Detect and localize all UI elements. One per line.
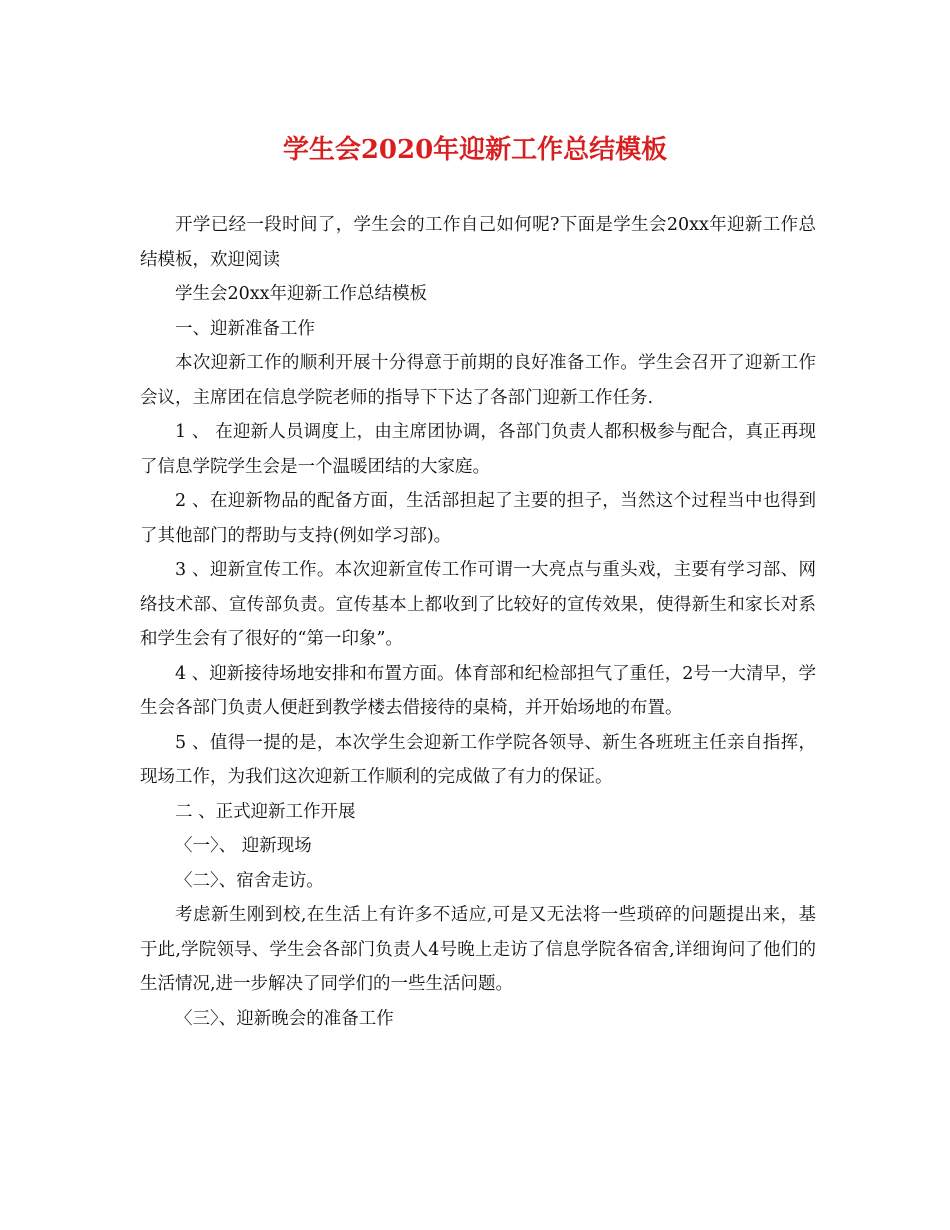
section-heading-1: 一、迎新准备工作 <box>175 318 315 339</box>
list-item-3: 3 、迎新宣传工作。本次迎新宣传工作可谓一大亮点与重头戏，主要有学习部、网络技术部、宣传部负责。宣传基本上都收到了比较好的宣传效果，使得新生和家长对系和学生会有了很好的“第一印象”。 <box>140 560 816 649</box>
section-heading-2: 二 、正式迎新工作开展 <box>175 801 356 822</box>
subsection-heading-2: 〈二〉、宿舍走访。 <box>175 870 324 891</box>
paragraph-intro: 开学已经一段时间了，学生会的工作自己如何呢?下面是学生会20xx年迎新工作总结模板，欢迎阅读 <box>140 215 816 270</box>
list-item-5: 5 、值得一提的是，本次学生会迎新工作学院各领导、新生各班班主任亲自指挥，现场工作，为我们这次迎新工作顺利的完成做了有力的保证。 <box>140 732 816 787</box>
subsection-heading-1: 〈一〉、 迎新现场 <box>175 836 312 856</box>
list-item-1: 1 、 在迎新人员调度上，由主席团协调，各部门负责人都积极参与配合，真正再现了信息学院学生会是一个温暖团结的大家庭。 <box>140 422 816 477</box>
document-body <box>140 208 816 1036</box>
paragraph: 本次迎新工作的顺利开展十分得意于前期的良好准备工作。学生会召开了迎新工作会议，主席团在信息学院老师的指导下下达了各部门迎新工作任务. <box>140 353 816 408</box>
paragraph: 考虑新生刚到校,在生活上有许多不适应,可是又无法将一些琐碎的问题提出来，基于此,学院领导、学生会各部门负责人4号晚上走访了信息学院各宿舍,详细询问了他们的生活情况,进一步解决了同学们的一些生活问题。 <box>140 905 816 994</box>
list-item-2: 2 、在迎新物品的配备方面，生活部担起了主要的担子，当然这个过程当中也得到了其他部门的帮助与支持(例如学习部)。 <box>140 491 816 546</box>
list-item-4: 4 、迎新接待场地安排和布置方面。体育部和纪检部担气了重任，2号一大清早，学生会各部门负责人便赶到教学楼去借接待的桌椅，并开始场地的布置。 <box>140 663 816 718</box>
subsection-heading-3: 〈三〉、迎新晚会的准备工作 <box>175 1008 394 1029</box>
paragraph-subtitle: 学生会20xx年迎新工作总结模板 <box>175 284 428 304</box>
document-title: 学生会2020年迎新工作总结模板 <box>282 135 668 165</box>
